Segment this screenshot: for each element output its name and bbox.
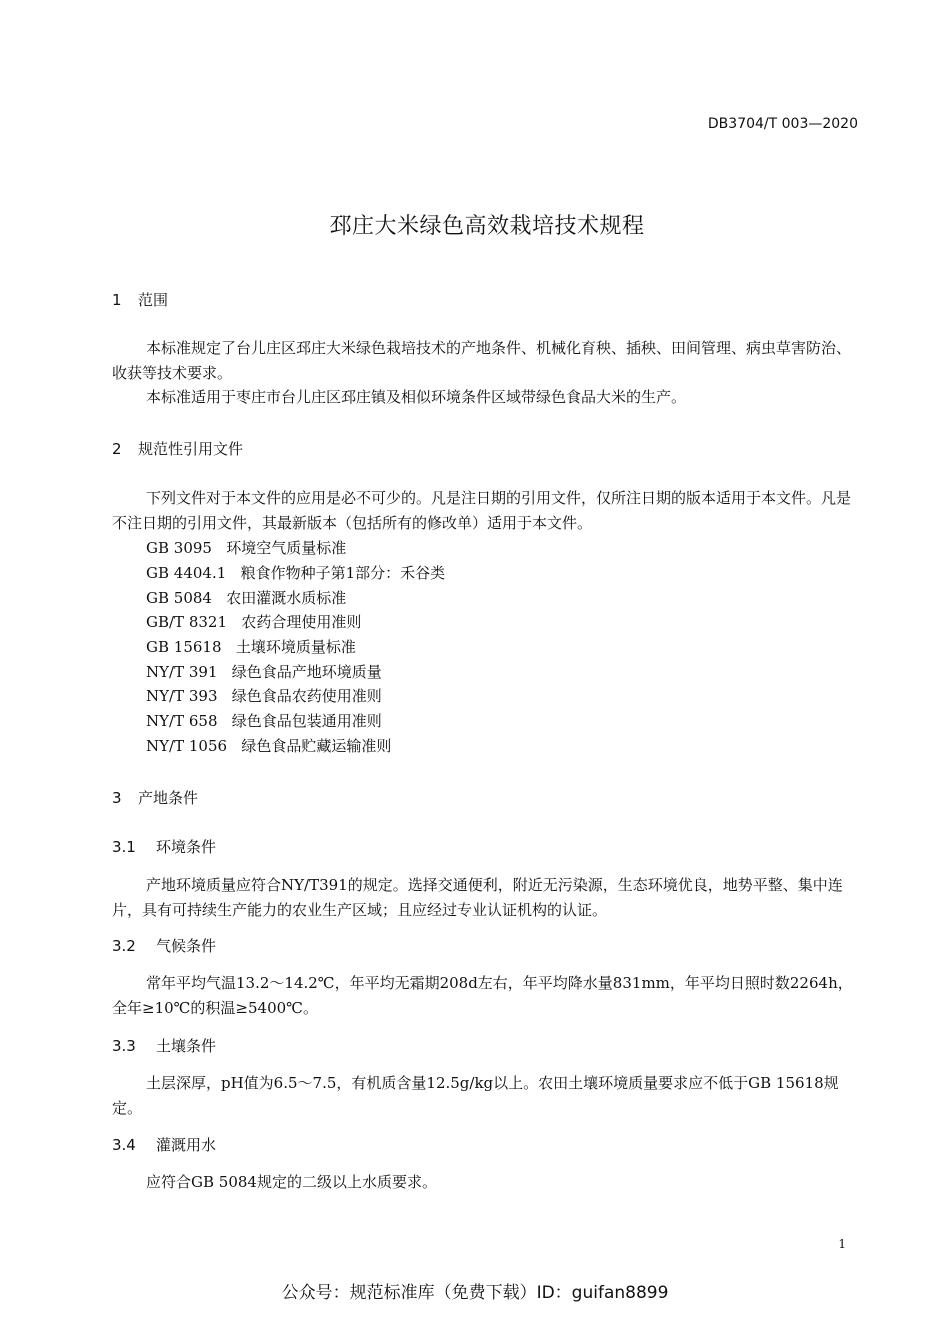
section-2-heading <box>112 438 243 459</box>
reference-name: 绿色食品贮藏运输准则 <box>241 737 392 755</box>
section-number: 1 <box>112 291 122 309</box>
climate-paragraph: 常年平均气温13.2～14.2℃，年平均无霜期208d左右，年平均降水量831mm，年平均日照时数2264h，全年≥10℃的积温≥5400℃。 <box>112 974 853 1017</box>
reference-code: NY/T 658 <box>146 712 218 730</box>
reference-name: 粮食作物种子第1部分：禾谷类 <box>240 564 446 582</box>
reference-item <box>146 661 382 682</box>
reference-item <box>146 710 382 731</box>
reference-name: 环境空气质量标准 <box>226 539 347 557</box>
reference-name: 农田灌溉水质标准 <box>226 589 347 607</box>
subsection-number: 3.3 <box>112 1037 136 1055</box>
scope-paragraph-1: 本标准规定了台儿庄区邳庄大米绿色栽培技术的产地条件、机械化育秧、插秧、田间管理、病虫草害防治、收获等技术要求。 <box>112 339 852 382</box>
irrigation-paragraph: 应符合GB 5084规定的二级以上水质要求。 <box>146 1173 437 1191</box>
reference-name: 农药合理使用准则 <box>241 613 362 631</box>
reference-name: 绿色食品包装通用准则 <box>231 712 382 730</box>
reference-code: GB 4404.1 <box>146 564 227 582</box>
reference-code: NY/T 393 <box>146 687 218 705</box>
subsection-title: 灌溉用水 <box>156 1136 217 1154</box>
reference-item <box>146 562 445 583</box>
subsection-number: 3.4 <box>112 1136 136 1154</box>
section-number: 3 <box>112 789 122 807</box>
section-title: 规范性引用文件 <box>138 440 244 458</box>
document-title: 邳庄大米绿色高效栽培技术规程 <box>329 214 645 239</box>
section-title: 范围 <box>138 291 169 309</box>
section-title: 产地条件 <box>138 789 199 807</box>
reference-name: 绿色食品产地环境质量 <box>231 663 382 681</box>
footer-watermark: 公众号：规范标准库（免费下载）ID：guifan8899 <box>281 1283 669 1303</box>
reference-code: NY/T 391 <box>146 663 218 681</box>
reference-name: 土壤环境质量标准 <box>235 638 356 656</box>
references-intro: 下列文件对于本文件的应用是必不可少的。凡是注日期的引用文件，仅所注日期的版本适用于本文件。凡是不注日期的引用文件，其最新版本（包括所有的修改单）适用于本文件。 <box>112 489 852 532</box>
reference-code: GB 3095 <box>146 539 212 557</box>
reference-item <box>146 636 356 657</box>
reference-item <box>146 587 346 608</box>
subsection-title: 土壤条件 <box>156 1037 217 1055</box>
section-3-heading <box>112 787 198 808</box>
reference-code: GB 5084 <box>146 589 212 607</box>
document-code: DB3704/T 003—2020 <box>707 116 858 132</box>
reference-item <box>146 611 361 632</box>
reference-code: NY/T 1056 <box>146 737 228 755</box>
reference-item <box>146 685 382 706</box>
subsection-3-1-heading <box>112 836 216 857</box>
reference-item <box>146 735 391 756</box>
subsection-3-2-heading <box>112 935 216 956</box>
scope-paragraph-2: 本标准适用于枣庄市台儿庄区邳庄镇及相似环境条件区域带绿色食品大米的生产。 <box>146 388 687 406</box>
subsection-number: 3.2 <box>112 937 136 955</box>
section-1-heading <box>112 289 168 310</box>
reference-name: 绿色食品农药使用准则 <box>231 687 382 705</box>
subsection-title: 环境条件 <box>156 838 217 856</box>
subsection-3-4-heading <box>112 1134 216 1155</box>
subsection-title: 气候条件 <box>156 937 217 955</box>
reference-item <box>146 537 346 558</box>
subsection-number: 3.1 <box>112 838 136 856</box>
section-number: 2 <box>112 440 122 458</box>
reference-code: GB/T 8321 <box>146 613 228 631</box>
soil-paragraph: 土层深厚，pH值为6.5～7.5，有机质含量12.5g/kg以上。农田土壤环境质量要求应不低于GB 15618规定。 <box>112 1074 839 1117</box>
reference-code: GB 15618 <box>146 638 222 656</box>
environment-paragraph: 产地环境质量应符合NY/T391的规定。选择交通便利，附近无污染源，生态环境优良，地势平整、集中连片，具有可持续生产能力的农业生产区域；且应经过专业认证机构的认证。 <box>112 876 843 919</box>
page-number: 1 <box>838 1237 846 1251</box>
subsection-3-3-heading <box>112 1035 216 1056</box>
